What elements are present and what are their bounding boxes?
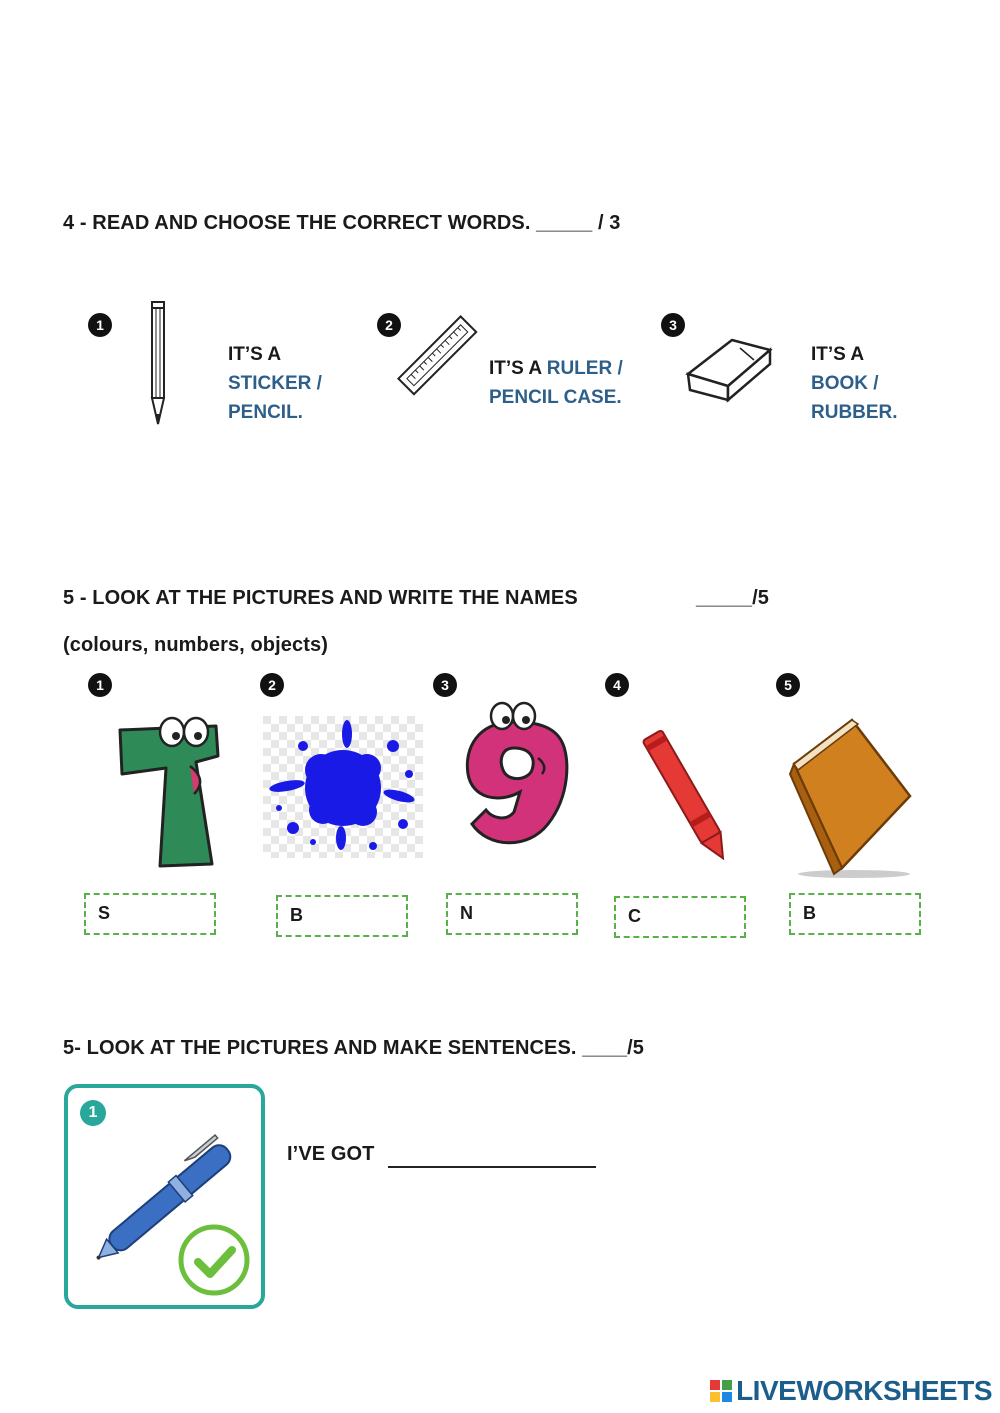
punctuation: . [616,387,622,408]
check-mark-icon [176,1222,252,1298]
answer-start-letter: S [98,903,111,923]
option-pencil-case[interactable]: PENCIL CASE [489,387,617,408]
answer-box-4 [614,896,746,938]
item-number-badge: 2 [260,673,284,697]
item-1-text [228,340,322,427]
option-rubber[interactable]: RUBBER [811,402,893,423]
option-book[interactable]: BOOK / [811,373,879,394]
option-sticker[interactable]: STICKER / [228,373,322,394]
eraser-icon [684,334,776,406]
item-3-text [811,340,898,427]
section-5-score: _____/5 [696,587,769,609]
red-crayon-icon [632,716,742,876]
section-5-heading: 5 - LOOK AT THE PICTURES AND WRITE THE NAMES [63,587,578,609]
answer-input-4[interactable] [646,904,742,932]
item-number-badge: 4 [605,673,629,697]
item-lead-text: IT’S A [489,358,542,379]
answer-box-5 [789,893,921,935]
answer-input-3[interactable] [478,901,574,929]
section-4-heading: 4 - READ AND CHOOSE THE CORRECT WORDS. _____ / 3 [63,212,621,234]
sentence-input-1[interactable] [388,1140,596,1168]
picture-card-1 [64,1084,265,1309]
card-number-badge: 1 [80,1100,106,1126]
logo-mark-icon [710,1380,732,1402]
liveworksheets-logo [710,1375,992,1407]
item-number-badge: 3 [433,673,457,697]
answer-input-1[interactable] [116,901,212,929]
ruler-icon [392,310,484,402]
section-5b-heading: 5- LOOK AT THE PICTURES AND MAKE SENTENCES. ____/5 [63,1037,645,1059]
item-number-badge: 1 [88,673,112,697]
answer-input-2[interactable] [308,903,404,931]
answer-start-letter: N [460,903,473,923]
answer-box-1 [84,893,216,935]
item-number-badge: 1 [88,313,112,337]
logo-text: LIVEWORKSHEETS [736,1375,992,1406]
number-nine-icon [458,700,574,850]
answer-box-3 [446,893,578,935]
answer-input-5[interactable] [821,901,917,929]
punctuation: . [892,402,898,423]
answer-start-letter: B [290,905,303,925]
section-5-subheading: (colours, numbers, objects) [63,634,328,656]
sentence-lead: I’VE GOT [287,1143,375,1165]
pencil-icon [140,300,176,430]
answer-box-2 [276,895,408,937]
number-seven-icon [112,712,224,872]
item-2-text [489,354,623,412]
item-lead-text: IT’S A [811,344,865,365]
blue-paint-splash-icon [263,716,423,858]
answer-start-letter: B [803,903,816,923]
answer-start-letter: C [628,906,641,926]
item-number-badge: 2 [377,313,401,337]
option-ruler[interactable]: RULER / [546,358,623,379]
book-icon [788,714,918,880]
item-lead-text: IT’S A [228,344,282,365]
option-pencil[interactable]: PENCIL. [228,402,303,423]
item-number-badge: 5 [776,673,800,697]
item-number-badge: 3 [661,313,685,337]
